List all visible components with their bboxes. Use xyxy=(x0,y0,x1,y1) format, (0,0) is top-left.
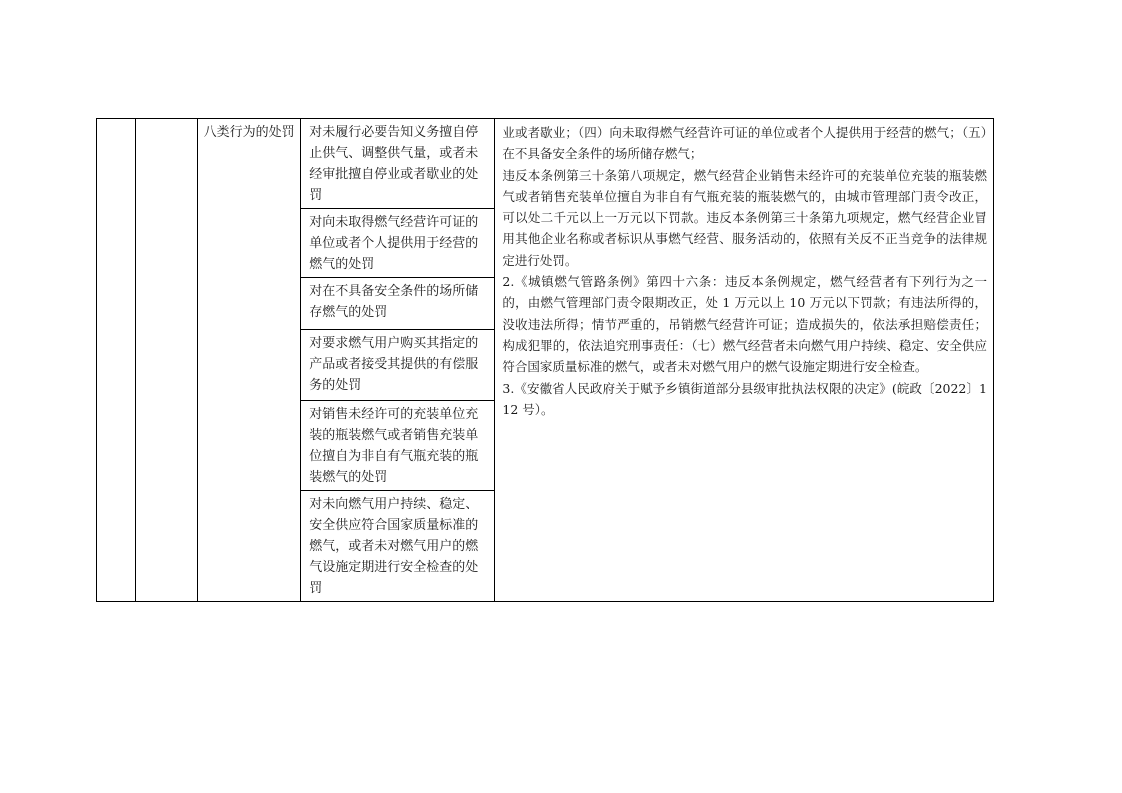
index-cell xyxy=(97,119,136,602)
sub-item-cell xyxy=(301,119,495,209)
category-cell xyxy=(198,119,301,602)
sub-item-text: 对要求燃气用户购买其指定的产品或者接受其提供的有偿服务的处罚 xyxy=(309,336,479,393)
basis-paragraph: 2.《城镇燃气管路条例》第四十六条：违反本条例规定，燃气经营者有下列行为之一的，由燃气管理部门责令限期改正，处 1 万元以上 10 万元以下罚款；有违法所得的，没收违法所得；情节严重的，吊销燃气经营许可证；造成损失的，依法承担赔偿责任；构成犯罪的，依法追究刑事责任：（七）燃气经营者未向燃气用户持续、稳定、安全供应符合国家质量标准的燃气，或者未对燃气用户的燃气设施定期进行安全检查。 xyxy=(502,274,987,375)
sub-item-text: 对在不具备安全条件的场所储存燃气的处罚 xyxy=(309,284,479,320)
item-name-cell xyxy=(136,119,198,602)
sub-item-cell xyxy=(301,491,495,602)
sub-item-text: 对未履行必要告知义务擅自停止供气、调整供气量，或者未经审批擅自停业或者歇业的处罚 xyxy=(309,125,479,203)
basis-paragraph: 业或者歇业；（四）向未取得燃气经营许可证的单位或者个人提供用于经营的燃气；（五）在不具备安全条件的场所储存燃气； xyxy=(502,125,987,162)
sub-item-text: 对向未取得燃气经营许可证的单位或者个人提供用于经营的燃气的处罚 xyxy=(309,215,479,272)
sub-item-cell xyxy=(301,278,495,330)
sub-item-cell xyxy=(301,209,495,278)
legal-basis-cell xyxy=(495,119,994,602)
category-text: 八类行为的处罚 xyxy=(203,125,295,140)
sub-item-cell xyxy=(301,330,495,401)
sub-item-text: 对未向燃气用户持续、稳定、安全供应符合国家质量标准的燃气，或者未对燃气用户的燃气设施定期进行安全检查的处罚 xyxy=(309,497,479,596)
sub-item-cell xyxy=(301,401,495,491)
basis-paragraph: 违反本条例第三十条第八项规定，燃气经营企业销售未经许可的充装单位充装的瓶装燃气或者销售充装单位擅自为非自有气瓶充装的瓶装燃气的，由城市管理部门责令改正，可以处二千元以上一万元以下罚款。违反本条例第三十条第九项规定，燃气经营企业冒用其他企业名称或者标识从事燃气经营、服务活动的，依照有关反不正当竞争的法律规定进行处罚。 xyxy=(502,167,987,268)
basis-paragraph: 3.《安徽省人民政府关于赋予乡镇街道部分县级审批执法权限的决定》(皖政〔2022〕112 号）。 xyxy=(502,380,987,417)
sub-item-text: 对销售未经许可的充装单位充装的瓶装燃气或者销售充装单位擅自为非自有气瓶充装的瓶装燃气的处罚 xyxy=(309,407,479,485)
penalty-table xyxy=(96,118,994,602)
